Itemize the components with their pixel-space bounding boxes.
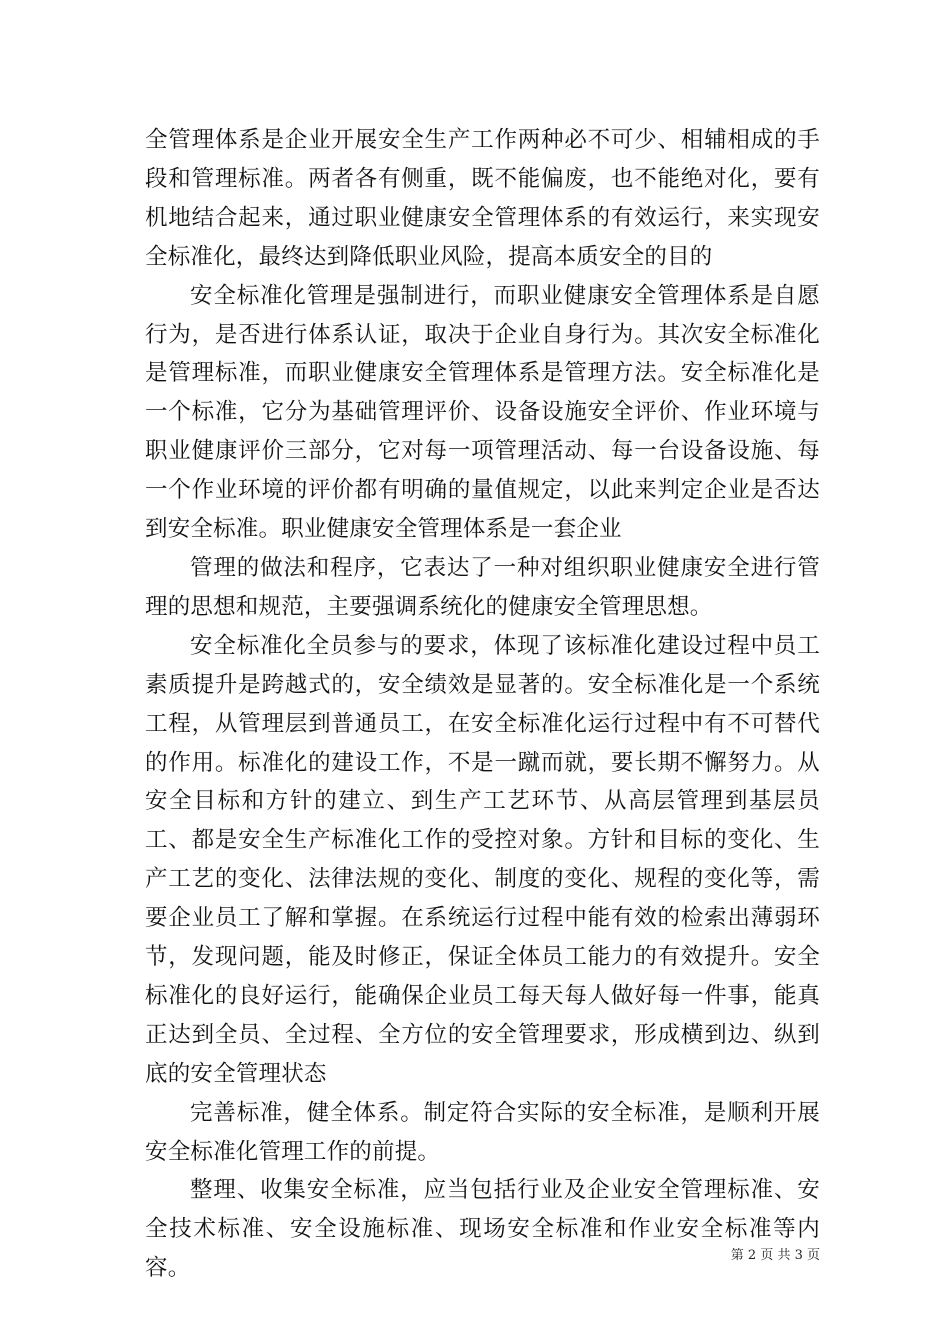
paragraph-6: 整理、收集安全标准，应当包括行业及企业安全管理标准、安全技术标准、安全设施标准、现场安全标准和作业安全标准等内容。	[145, 1177, 820, 1282]
paragraph-4: 安全标准化全员参与的要求，体现了该标准化建设过程中员工素质提升是跨越式的，安全绩效是显著的。安全标准化是一个系统工程，从管理层到普通员工，在安全标准化运行过程中有不可替代的作用。标准化的建设工作，不是一蹴而就，要长期不懈努力。从安全目标和方针的建立、到生产工艺环节、从高层管理到基层员工、都是安全生产标准化工作的受控对象。方针和目标的变化、生产工艺的变化、法律法规的变化、制度的变化、规程的变化等，需要企业员工了解和掌握。在系统运行过程中能有效的检索出薄弱环节，发现问题，能及时修正，保证全体员工能力的有效提升。安全标准化的良好运行，能确保企业员工每天每人做好每一件事，能真正达到全员、全过程、全方位的安全管理要求，形成横到边、纵到底的安全管理状态	[145, 632, 820, 1087]
paragraph-1: 全管理体系是企业开展安全生产工作两种必不可少、相辅相成的手段和管理标准。两者各有侧重，既不能偏废，也不能绝对化，要有机地结合起来，通过职业健康安全管理体系的有效运行，来实现安全标准化，最终达到降低职业风险，提高本质安全的目的	[145, 127, 820, 270]
paragraph-2: 安全标准化管理是强制进行，而职业健康安全管理体系是自愿行为，是否进行体系认证，取决于企业自身行为。其次安全标准化是管理标准，而职业健康安全管理体系是管理方法。安全标准化是一个标准，它分为基础管理评价、设备设施安全评价、作业环境与职业健康评价三部分，它对每一项管理活动、每一台设备设施、每一个作业环境的评价都有明确的量值规定，以此来判定企业是否达到安全标准。职业健康安全管理体系是一套企业	[145, 282, 820, 543]
paragraph-3: 管理的做法和程序，它表达了一种对组织职业健康安全进行管理的思想和规范，主要强调系统化的健康安全管理思想。	[145, 554, 820, 620]
page-number-footer: 第 2 页 共 3 页	[730, 1248, 820, 1263]
document-body	[145, 121, 820, 1288]
paragraph-5: 完善标准，健全体系。制定符合实际的安全标准，是顺利开展安全标准化管理工作的前提。	[145, 1099, 820, 1165]
